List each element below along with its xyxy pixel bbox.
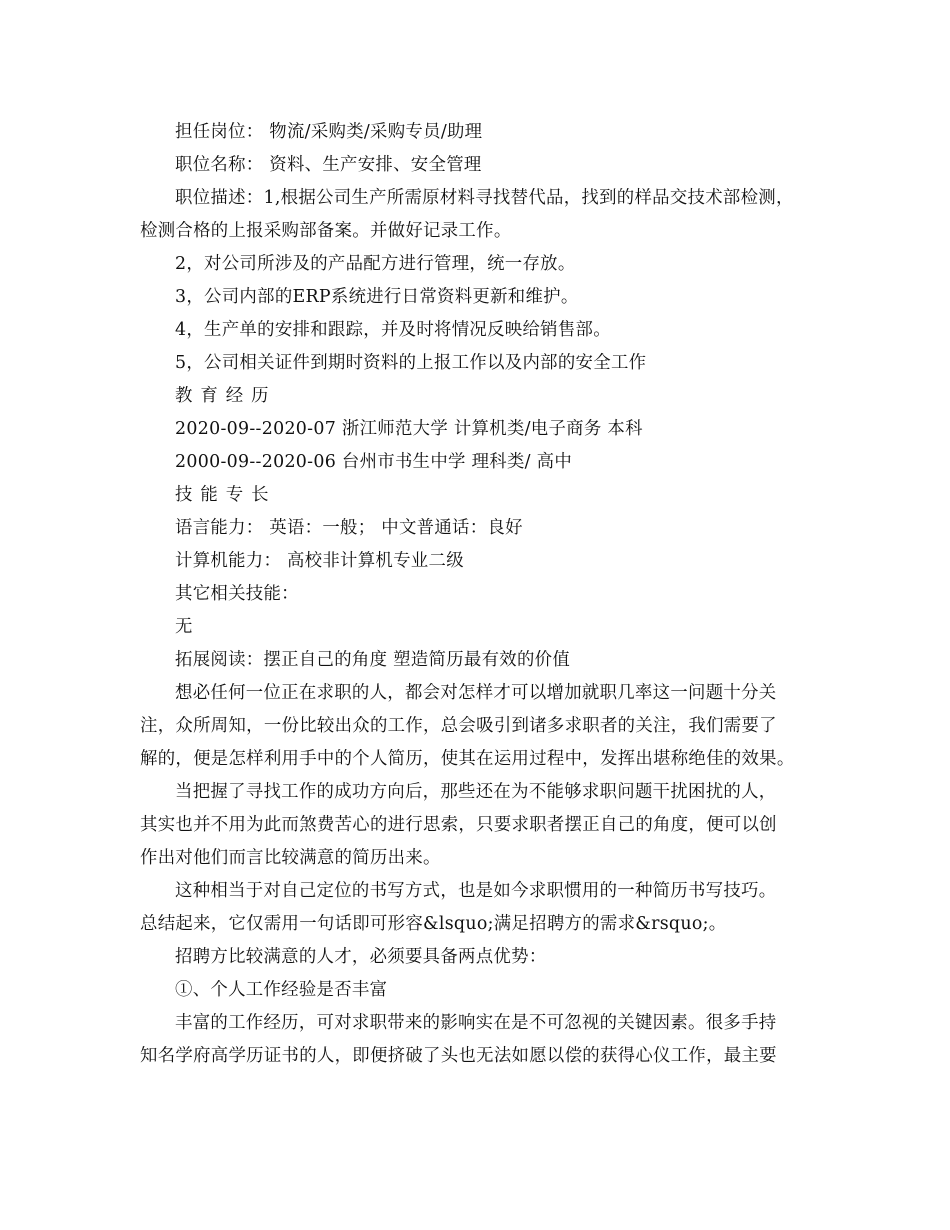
text-line: 丰富的工作经历，可对求职带来的影响实在是不可忽视的关键因素。很多手持 bbox=[175, 1013, 777, 1033]
text-line: 其实也并不用为此而煞费苦心的进行思索，只要求职者摆正自己的角度，便可以创 bbox=[140, 815, 777, 835]
text-line: 教育经历 bbox=[175, 386, 277, 406]
text-line: 无 bbox=[175, 617, 193, 637]
text-line: 解的，便是怎样利用手中的个人简历，使其在运用过程中，发挥出堪称绝佳的效果。 bbox=[140, 749, 795, 769]
text-line: 总结起来，它仅需用一句话即可形容&lsquo;满足招聘方的需求&rsquo;。 bbox=[140, 914, 727, 934]
text-line: 3，公司内部的ERP系统进行日常资料更新和维护。 bbox=[175, 287, 579, 307]
text-line: 招聘方比较满意的人才，必须要具备两点优势： bbox=[175, 947, 547, 967]
document-body bbox=[140, 116, 840, 1073]
text-line: 检测合格的上报采购部备案。并做好记录工作。 bbox=[140, 221, 512, 241]
text-line: 语言能力： 英语：一般； 中文普通话：良好 bbox=[175, 518, 523, 538]
text-line: 作出对他们而言比较满意的简历出来。 bbox=[140, 848, 441, 868]
text-line: 这种相当于对自己定位的书写方式，也是如今求职惯用的一种简历书写技巧。 bbox=[175, 881, 777, 901]
text-line: 技能专长 bbox=[175, 485, 277, 505]
text-line: 2，对公司所涉及的产品配方进行管理，统一存放。 bbox=[175, 254, 576, 274]
text-line: 当把握了寻找工作的成功方向后，那些还在为不能够求职问题干扰困扰的人， bbox=[175, 782, 777, 802]
text-line: 知名学府高学历证书的人，即便挤破了头也无法如愿以偿的获得心仪工作，最主要 bbox=[140, 1046, 777, 1066]
text-line: 计算机能力： 高校非计算机专业二级 bbox=[175, 551, 464, 571]
text-line: 职位名称： 资料、生产安排、安全管理 bbox=[175, 155, 482, 175]
text-line: 2020-09--2020-07 浙江师范大学 计算机类/电子商务 本科 bbox=[175, 419, 643, 439]
text-line: 拓展阅读：摆正自己的角度 塑造简历最有效的价值 bbox=[175, 650, 571, 670]
text-line: 5，公司相关证件到期时资料的上报工作以及内部的安全工作 bbox=[175, 353, 647, 373]
text-line: ①、个人工作经验是否丰富 bbox=[175, 980, 388, 1000]
text-line: 4，生产单的安排和跟踪，并及时将情况反映给销售部。 bbox=[175, 320, 611, 340]
text-line: 2000-09--2020-06 台州市书生中学 理科类/ 高中 bbox=[175, 452, 573, 472]
text-line: 职位描述：1,根据公司生产所需原材料寻找替代品，找到的样品交技术部检测， bbox=[175, 188, 794, 208]
text-line: 其它相关技能： bbox=[175, 584, 299, 604]
text-line: 想必任何一位正在求职的人，都会对怎样才可以增加就职几率这一问题十分关 bbox=[175, 683, 777, 703]
text-line: 注，众所周知，一份比较出众的工作，总会吸引到诸多求职者的关注，我们需要了 bbox=[140, 716, 777, 736]
text-line: 担任岗位： 物流/采购类/采购专员/助理 bbox=[175, 122, 483, 142]
